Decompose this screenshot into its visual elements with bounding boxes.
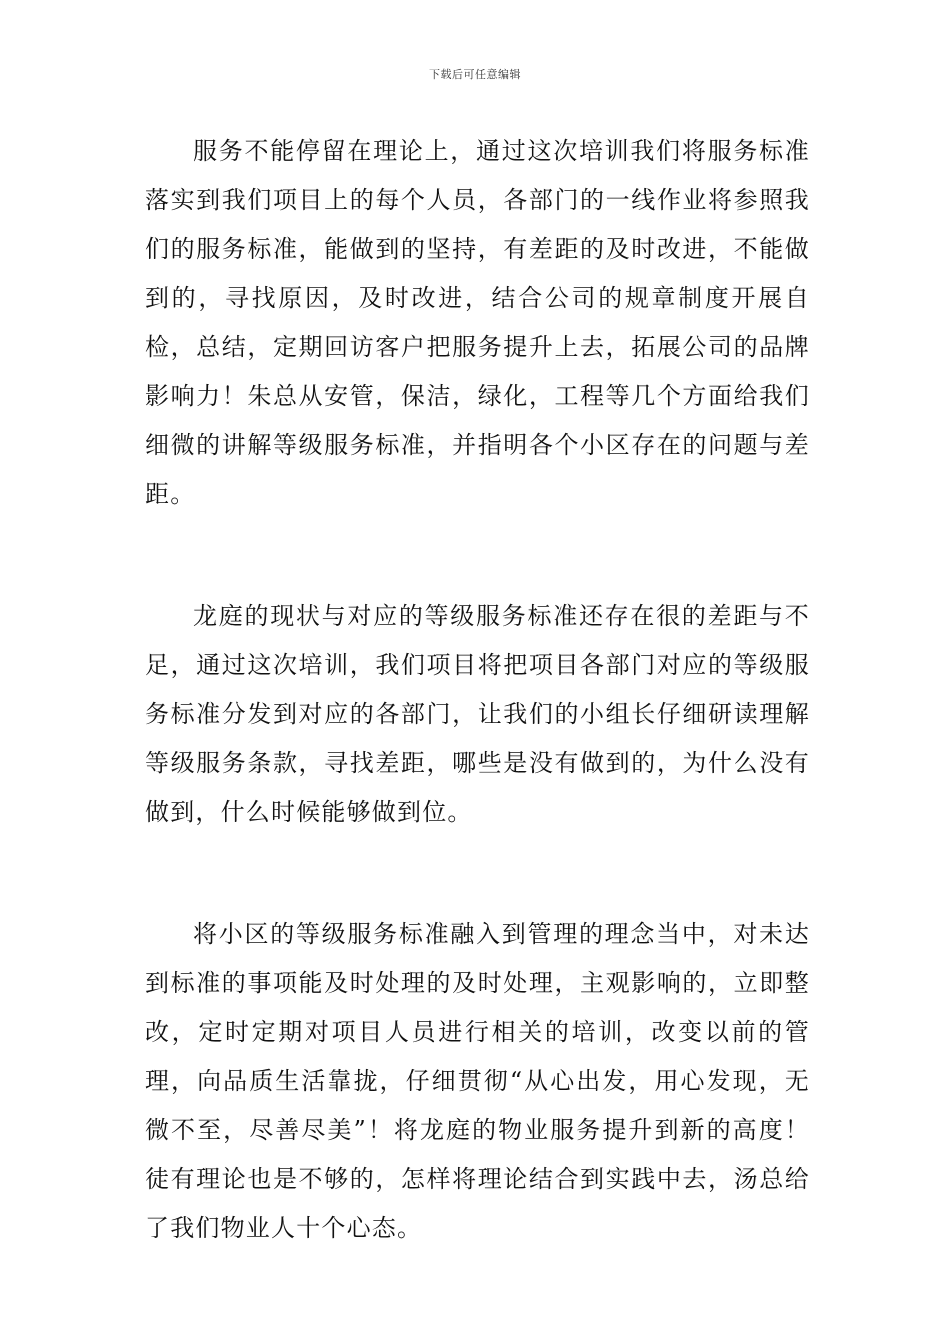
- paragraph-1: 服务不能停留在理论上，通过这次培训我们将服务标准落实到我们项目上的每个人员，各部门的一线作业将参照我们的服务标准，能做到的坚持，有差距的及时改进，不能做到的，寻找原因，及时改进，结合公司的规章制度开展自检，总结，定期回访客户把服务提升上去，拓展公司的品牌影响力！朱总从安管，保洁，绿化，工程等几个方面给我们细微的讲解等级服务标准，并指明各个小区存在的问题与差距。: [145, 137, 810, 508]
- paragraph-3: 将小区的等级服务标准融入到管理的理念当中，对未达到标准的事项能及时处理的及时处理，主观影响的，立即整改，定时定期对项目人员进行相关的培训，改变以前的管理，向品质生活靠拢，仔细贯彻“从心出发，用心发现，无微不至，尽善尽美”！将龙庭的物业服务提升到新的高度！徒有理论也是不够的，怎样将理论结合到实践中去，汤总给了我们物业人十个心态。: [145, 920, 810, 1242]
- paragraph-2: 龙庭的现状与对应的等级服务标准还存在很的差距与不足，通过这次培训，我们项目将把项目各部门对应的等级服务标准分发到对应的各部门，让我们的小组长仔细研读理解等级服务条款，寻找差距，哪些是没有做到的，为什么没有做到，什么时候能够做到位。: [145, 602, 810, 826]
- document-body: [145, 127, 810, 1253]
- page-header-note: 下载后可任意编辑: [429, 68, 521, 81]
